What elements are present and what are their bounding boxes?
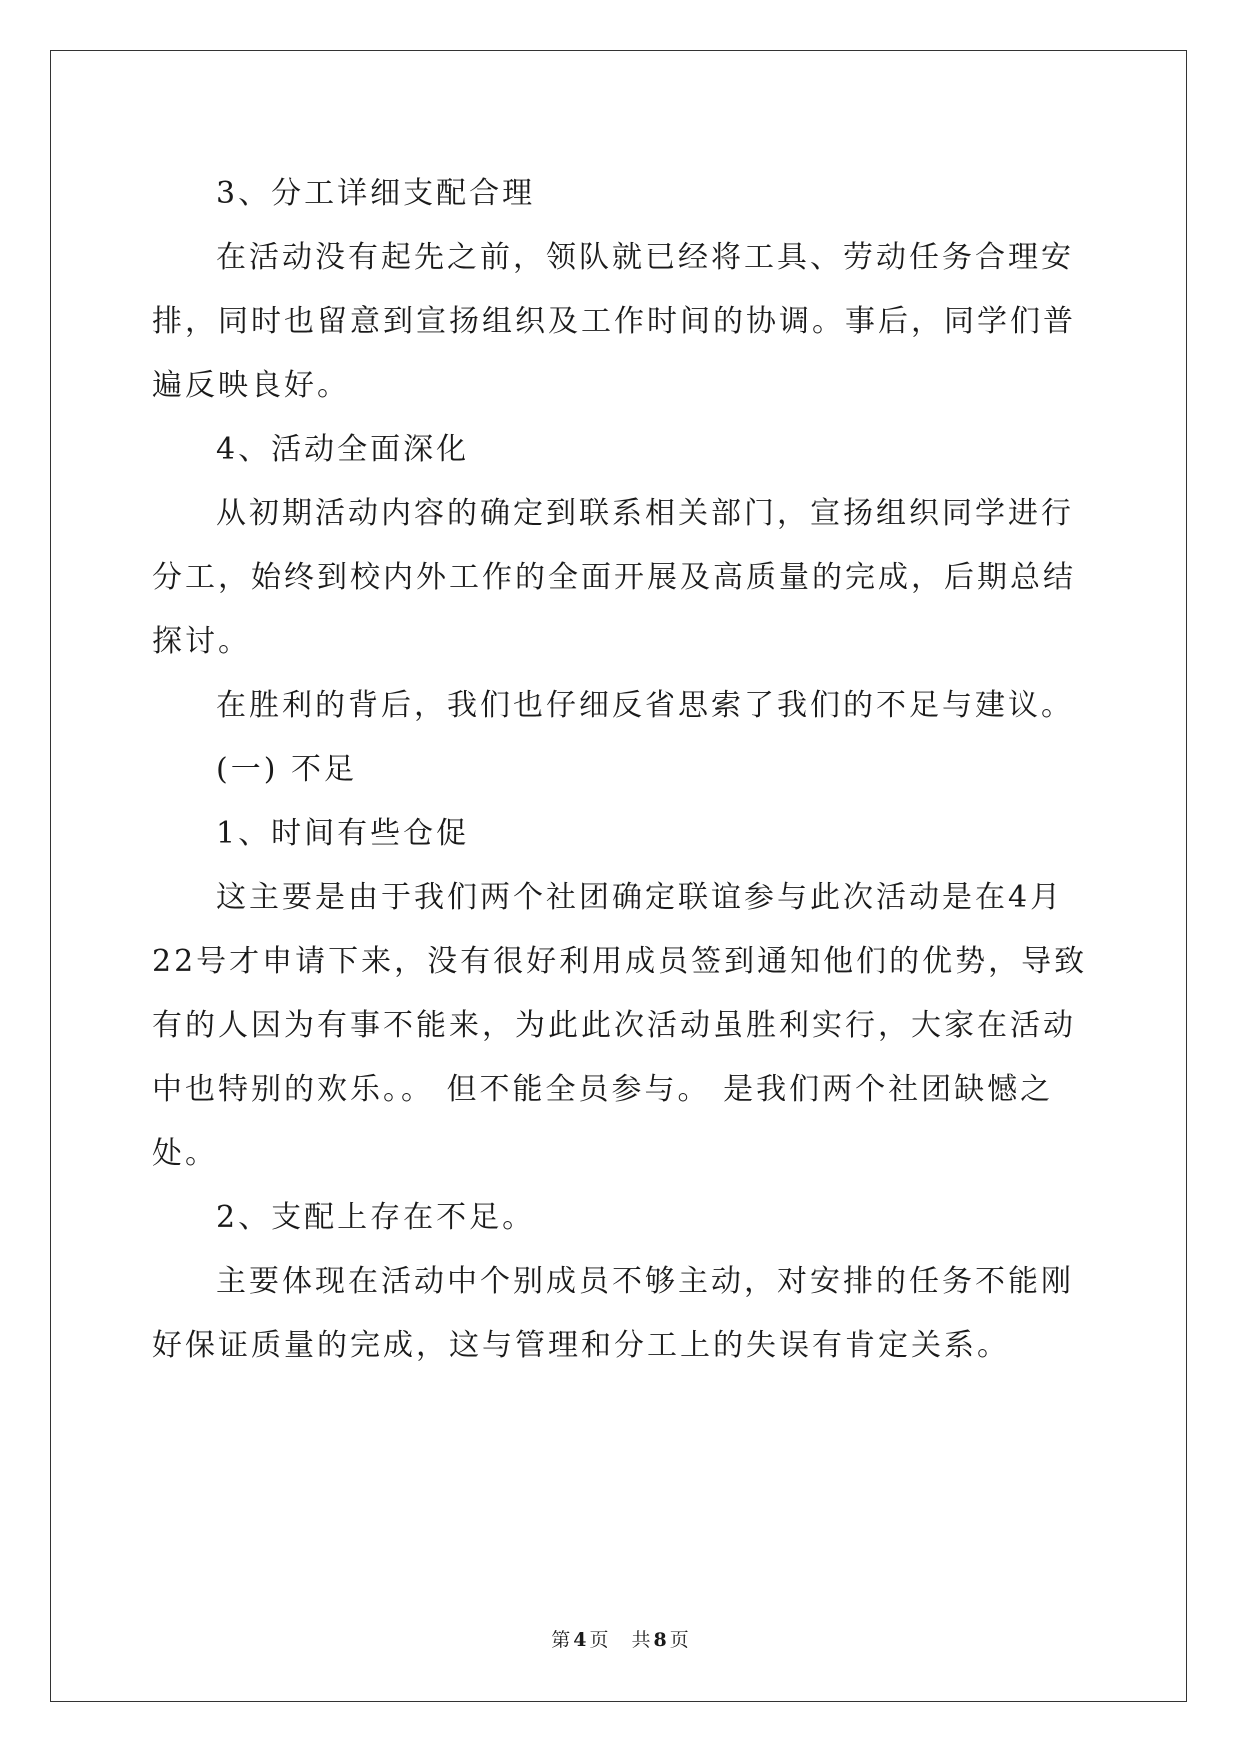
page-footer — [0, 1625, 1241, 1652]
section-heading-shortcomings: (一) 不足 — [216, 752, 357, 787]
footer-page-unit: 页 — [589, 1629, 610, 1651]
body-paragraph: 从初期活动内容的确定到联系相关部门，宣扬组织同学进行分工，始终到校内外工作的全面开展及高质量的完成，后期总结探讨。 — [152, 496, 1076, 659]
current-page-number: 4 — [573, 1629, 588, 1651]
body-paragraph: 在活动没有起先之前，领队就已经将工具、劳动任务合理安排，同时也留意到宣扬组织及工作时间的协调。事后，同学们普遍反映良好。 — [152, 240, 1076, 403]
footer-page-prefix: 第 — [551, 1629, 572, 1651]
document-body — [152, 162, 1092, 1378]
body-paragraph: 主要体现在活动中个别成员不够主动，对安排的任务不能刚好保证质量的完成，这与管理和分工上的失误有肯定关系。 — [152, 1264, 1074, 1363]
footer-total-prefix: 共 — [631, 1629, 652, 1651]
total-pages-number: 8 — [653, 1629, 668, 1651]
heading-item-2: 2、支配上存在不足。 — [216, 1200, 536, 1235]
heading-item-1: 1、时间有些仓促 — [216, 816, 470, 851]
footer-total-unit: 页 — [669, 1629, 690, 1651]
heading-item-3: 3、分工详细支配合理 — [216, 176, 536, 211]
body-paragraph: 在胜利的背后，我们也仔细反省思索了我们的不足与建议。 — [216, 688, 1074, 723]
heading-item-4: 4、活动全面深化 — [216, 432, 470, 467]
body-paragraph: 这主要是由于我们两个社团确定联谊参与此次活动是在4月22号才申请下来，没有很好利用成员签到通知他们的优势，导致有的人因为有事不能来，为此此次活动虽胜利实行，大家在活动中也特别的欢乐。。 但不能全员参与。 是我们两个社团缺憾之处。 — [152, 880, 1088, 1171]
